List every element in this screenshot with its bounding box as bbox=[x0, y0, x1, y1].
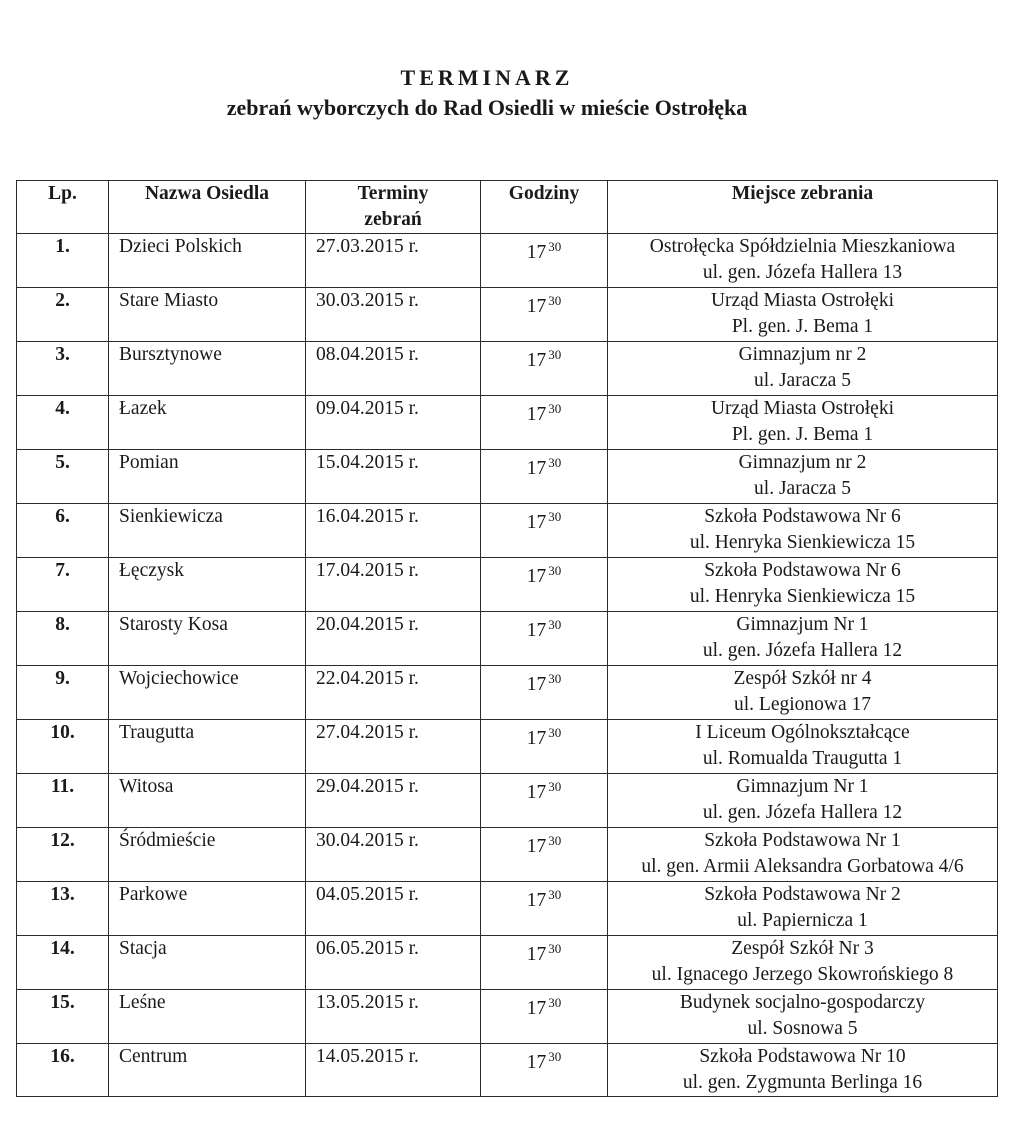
place-name: Szkoła Podstawowa Nr 1 bbox=[704, 830, 901, 851]
table-row bbox=[17, 396, 998, 450]
cell-date: 16.04.2015 r. bbox=[306, 504, 481, 558]
table-row bbox=[17, 936, 998, 990]
document-title: TERMINARZ bbox=[400, 65, 574, 90]
cell-date: 14.05.2015 r. bbox=[306, 1044, 481, 1097]
cell-place bbox=[608, 288, 998, 342]
place-name: Zespół Szkół Nr 3 bbox=[731, 938, 874, 959]
hour-value: 17 bbox=[526, 350, 547, 371]
hour-value: 17 bbox=[526, 728, 547, 749]
cell-place bbox=[608, 882, 998, 936]
hour-value: 17 bbox=[526, 512, 547, 533]
cell-lp: 15. bbox=[17, 990, 109, 1044]
cell-hour bbox=[481, 828, 608, 882]
minute-value: 30 bbox=[548, 671, 562, 686]
cell-date: 20.04.2015 r. bbox=[306, 612, 481, 666]
cell-place bbox=[608, 1044, 998, 1097]
cell-place bbox=[608, 828, 998, 882]
minute-value: 30 bbox=[548, 941, 562, 956]
cell-hour bbox=[481, 720, 608, 774]
cell-name: Śródmieście bbox=[109, 828, 306, 882]
cell-lp: 16. bbox=[17, 1044, 109, 1097]
header-name: Nazwa Osiedla bbox=[109, 181, 306, 234]
place-name: Gimnazjum nr 2 bbox=[738, 344, 867, 365]
document-subtitle: zebrań wyborczych do Rad Osiedli w mieście Ostrołęka bbox=[226, 95, 748, 120]
cell-name: Stacja bbox=[109, 936, 306, 990]
minute-value: 30 bbox=[548, 725, 562, 740]
cell-place bbox=[608, 720, 998, 774]
hour-value: 17 bbox=[526, 836, 547, 857]
cell-hour bbox=[481, 504, 608, 558]
place-address: ul. gen. Józefa Hallera 13 bbox=[702, 262, 903, 283]
cell-lp: 6. bbox=[17, 504, 109, 558]
cell-name: Łęczysk bbox=[109, 558, 306, 612]
place-name: Gimnazjum Nr 1 bbox=[736, 614, 869, 635]
cell-date: 09.04.2015 r. bbox=[306, 396, 481, 450]
cell-hour bbox=[481, 990, 608, 1044]
table-row bbox=[17, 342, 998, 396]
cell-place bbox=[608, 342, 998, 396]
cell-name: Centrum bbox=[109, 1044, 306, 1097]
cell-name: Leśne bbox=[109, 990, 306, 1044]
header-dates-line2: zebrań bbox=[364, 209, 422, 230]
cell-lp: 11. bbox=[17, 774, 109, 828]
place-name: Urząd Miasta Ostrołęki bbox=[710, 398, 895, 419]
cell-date: 27.03.2015 r. bbox=[306, 234, 481, 288]
hour-value: 17 bbox=[526, 242, 547, 263]
cell-name: Bursztynowe bbox=[109, 342, 306, 396]
place-address: Pl. gen. J. Bema 1 bbox=[731, 424, 874, 445]
place-address: ul. gen. Zygmunta Berlinga 16 bbox=[682, 1072, 923, 1093]
place-address: ul. gen. Józefa Hallera 12 bbox=[702, 802, 903, 823]
minute-value: 30 bbox=[548, 1049, 562, 1064]
place-address: ul. Jaracza 5 bbox=[754, 478, 851, 499]
cell-name: Sienkiewicza bbox=[109, 504, 306, 558]
cell-date: 27.04.2015 r. bbox=[306, 720, 481, 774]
cell-lp: 3. bbox=[17, 342, 109, 396]
minute-value: 30 bbox=[548, 239, 562, 254]
hour-value: 17 bbox=[526, 566, 547, 587]
cell-place bbox=[608, 990, 998, 1044]
place-name: Zespół Szkół nr 4 bbox=[733, 668, 872, 689]
hour-value: 17 bbox=[526, 998, 547, 1019]
cell-place bbox=[608, 450, 998, 504]
hour-value: 17 bbox=[526, 296, 547, 317]
table-row bbox=[17, 504, 998, 558]
minute-value: 30 bbox=[548, 347, 562, 362]
place-address: ul. Legionowa 17 bbox=[733, 694, 871, 715]
cell-hour bbox=[481, 558, 608, 612]
table-row bbox=[17, 1044, 998, 1097]
cell-lp: 2. bbox=[17, 288, 109, 342]
cell-lp: 10. bbox=[17, 720, 109, 774]
table-row bbox=[17, 666, 998, 720]
cell-place bbox=[608, 936, 998, 990]
hour-value: 17 bbox=[526, 458, 547, 479]
place-name: Szkoła Podstawowa Nr 2 bbox=[704, 884, 901, 905]
header-lp: Lp. bbox=[17, 181, 109, 234]
cell-date: 29.04.2015 r. bbox=[306, 774, 481, 828]
place-name: Szkoła Podstawowa Nr 6 bbox=[704, 506, 901, 527]
header-hours: Godziny bbox=[481, 181, 608, 234]
table-row bbox=[17, 288, 998, 342]
cell-date: 13.05.2015 r. bbox=[306, 990, 481, 1044]
place-name: Budynek socjalno-gospodarczy bbox=[679, 992, 926, 1013]
minute-value: 30 bbox=[548, 455, 562, 470]
place-address: ul. Papiernicza 1 bbox=[737, 910, 868, 931]
cell-hour bbox=[481, 936, 608, 990]
place-address: ul. gen. Józefa Hallera 12 bbox=[702, 640, 903, 661]
cell-date: 06.05.2015 r. bbox=[306, 936, 481, 990]
hour-value: 17 bbox=[526, 890, 547, 911]
cell-place bbox=[608, 666, 998, 720]
minute-value: 30 bbox=[548, 293, 562, 308]
table-row bbox=[17, 828, 998, 882]
place-address: ul. Romualda Traugutta 1 bbox=[702, 748, 903, 769]
cell-hour bbox=[481, 1044, 608, 1097]
cell-hour bbox=[481, 612, 608, 666]
minute-value: 30 bbox=[548, 833, 562, 848]
minute-value: 30 bbox=[548, 617, 562, 632]
schedule-table bbox=[16, 180, 998, 1097]
cell-hour bbox=[481, 234, 608, 288]
minute-value: 30 bbox=[548, 563, 562, 578]
cell-name: Witosa bbox=[109, 774, 306, 828]
cell-name: Łazek bbox=[109, 396, 306, 450]
cell-hour bbox=[481, 288, 608, 342]
cell-date: 30.04.2015 r. bbox=[306, 828, 481, 882]
place-address: ul. gen. Armii Aleksandra Gorbatowa 4/6 bbox=[641, 856, 964, 877]
cell-lp: 12. bbox=[17, 828, 109, 882]
cell-place bbox=[608, 396, 998, 450]
hour-value: 17 bbox=[526, 404, 547, 425]
cell-lp: 9. bbox=[17, 666, 109, 720]
cell-hour bbox=[481, 882, 608, 936]
place-address: ul. Henryka Sienkiewicza 15 bbox=[689, 586, 916, 607]
place-name: Szkoła Podstawowa Nr 10 bbox=[699, 1046, 906, 1067]
cell-name: Starosty Kosa bbox=[109, 612, 306, 666]
cell-hour bbox=[481, 342, 608, 396]
hour-value: 17 bbox=[526, 782, 547, 803]
cell-date: 17.04.2015 r. bbox=[306, 558, 481, 612]
place-name: Gimnazjum nr 2 bbox=[738, 452, 867, 473]
cell-hour bbox=[481, 396, 608, 450]
cell-name: Parkowe bbox=[109, 882, 306, 936]
cell-date: 08.04.2015 r. bbox=[306, 342, 481, 396]
place-name: Gimnazjum Nr 1 bbox=[736, 776, 869, 797]
cell-place bbox=[608, 504, 998, 558]
place-name: I Liceum Ogólnokształcące bbox=[695, 722, 910, 743]
header-dates bbox=[306, 181, 481, 234]
place-address: Pl. gen. J. Bema 1 bbox=[731, 316, 874, 337]
cell-name: Dzieci Polskich bbox=[109, 234, 306, 288]
table-row bbox=[17, 882, 998, 936]
cell-place bbox=[608, 774, 998, 828]
minute-value: 30 bbox=[548, 509, 562, 524]
table-row bbox=[17, 720, 998, 774]
hour-value: 17 bbox=[526, 944, 547, 965]
place-address: ul. Ignacego Jerzego Skowrońskiego 8 bbox=[651, 964, 954, 985]
cell-name: Pomian bbox=[109, 450, 306, 504]
table-row bbox=[17, 450, 998, 504]
hour-value: 17 bbox=[526, 674, 547, 695]
cell-name: Stare Miasto bbox=[109, 288, 306, 342]
header-place: Miejsce zebrania bbox=[608, 181, 998, 234]
table-row bbox=[17, 774, 998, 828]
cell-date: 04.05.2015 r. bbox=[306, 882, 481, 936]
place-address: ul. Sosnowa 5 bbox=[747, 1018, 858, 1039]
cell-date: 22.04.2015 r. bbox=[306, 666, 481, 720]
cell-lp: 8. bbox=[17, 612, 109, 666]
hour-value: 17 bbox=[526, 1052, 547, 1073]
minute-value: 30 bbox=[548, 779, 562, 794]
cell-lp: 4. bbox=[17, 396, 109, 450]
table-header-row bbox=[17, 181, 998, 234]
cell-lp: 13. bbox=[17, 882, 109, 936]
minute-value: 30 bbox=[548, 887, 562, 902]
cell-place bbox=[608, 612, 998, 666]
place-name: Szkoła Podstawowa Nr 6 bbox=[704, 560, 901, 581]
cell-name: Traugutta bbox=[109, 720, 306, 774]
place-address: ul. Henryka Sienkiewicza 15 bbox=[689, 532, 916, 553]
cell-date: 15.04.2015 r. bbox=[306, 450, 481, 504]
cell-lp: 1. bbox=[17, 234, 109, 288]
cell-hour bbox=[481, 666, 608, 720]
place-name: Ostrołęcka Spółdzielnia Mieszkaniowa bbox=[649, 236, 956, 257]
hour-value: 17 bbox=[526, 620, 547, 641]
minute-value: 30 bbox=[548, 995, 562, 1010]
table-row bbox=[17, 234, 998, 288]
table-row bbox=[17, 558, 998, 612]
cell-date: 30.03.2015 r. bbox=[306, 288, 481, 342]
place-address: ul. Jaracza 5 bbox=[754, 370, 851, 391]
place-name: Urząd Miasta Ostrołęki bbox=[710, 290, 895, 311]
cell-name: Wojciechowice bbox=[109, 666, 306, 720]
cell-place bbox=[608, 234, 998, 288]
minute-value: 30 bbox=[548, 401, 562, 416]
cell-lp: 7. bbox=[17, 558, 109, 612]
cell-place bbox=[608, 558, 998, 612]
table-row bbox=[17, 990, 998, 1044]
cell-lp: 5. bbox=[17, 450, 109, 504]
cell-lp: 14. bbox=[17, 936, 109, 990]
cell-hour bbox=[481, 450, 608, 504]
cell-hour bbox=[481, 774, 608, 828]
header-dates-line1: Terminy bbox=[357, 183, 429, 204]
table-row bbox=[17, 612, 998, 666]
